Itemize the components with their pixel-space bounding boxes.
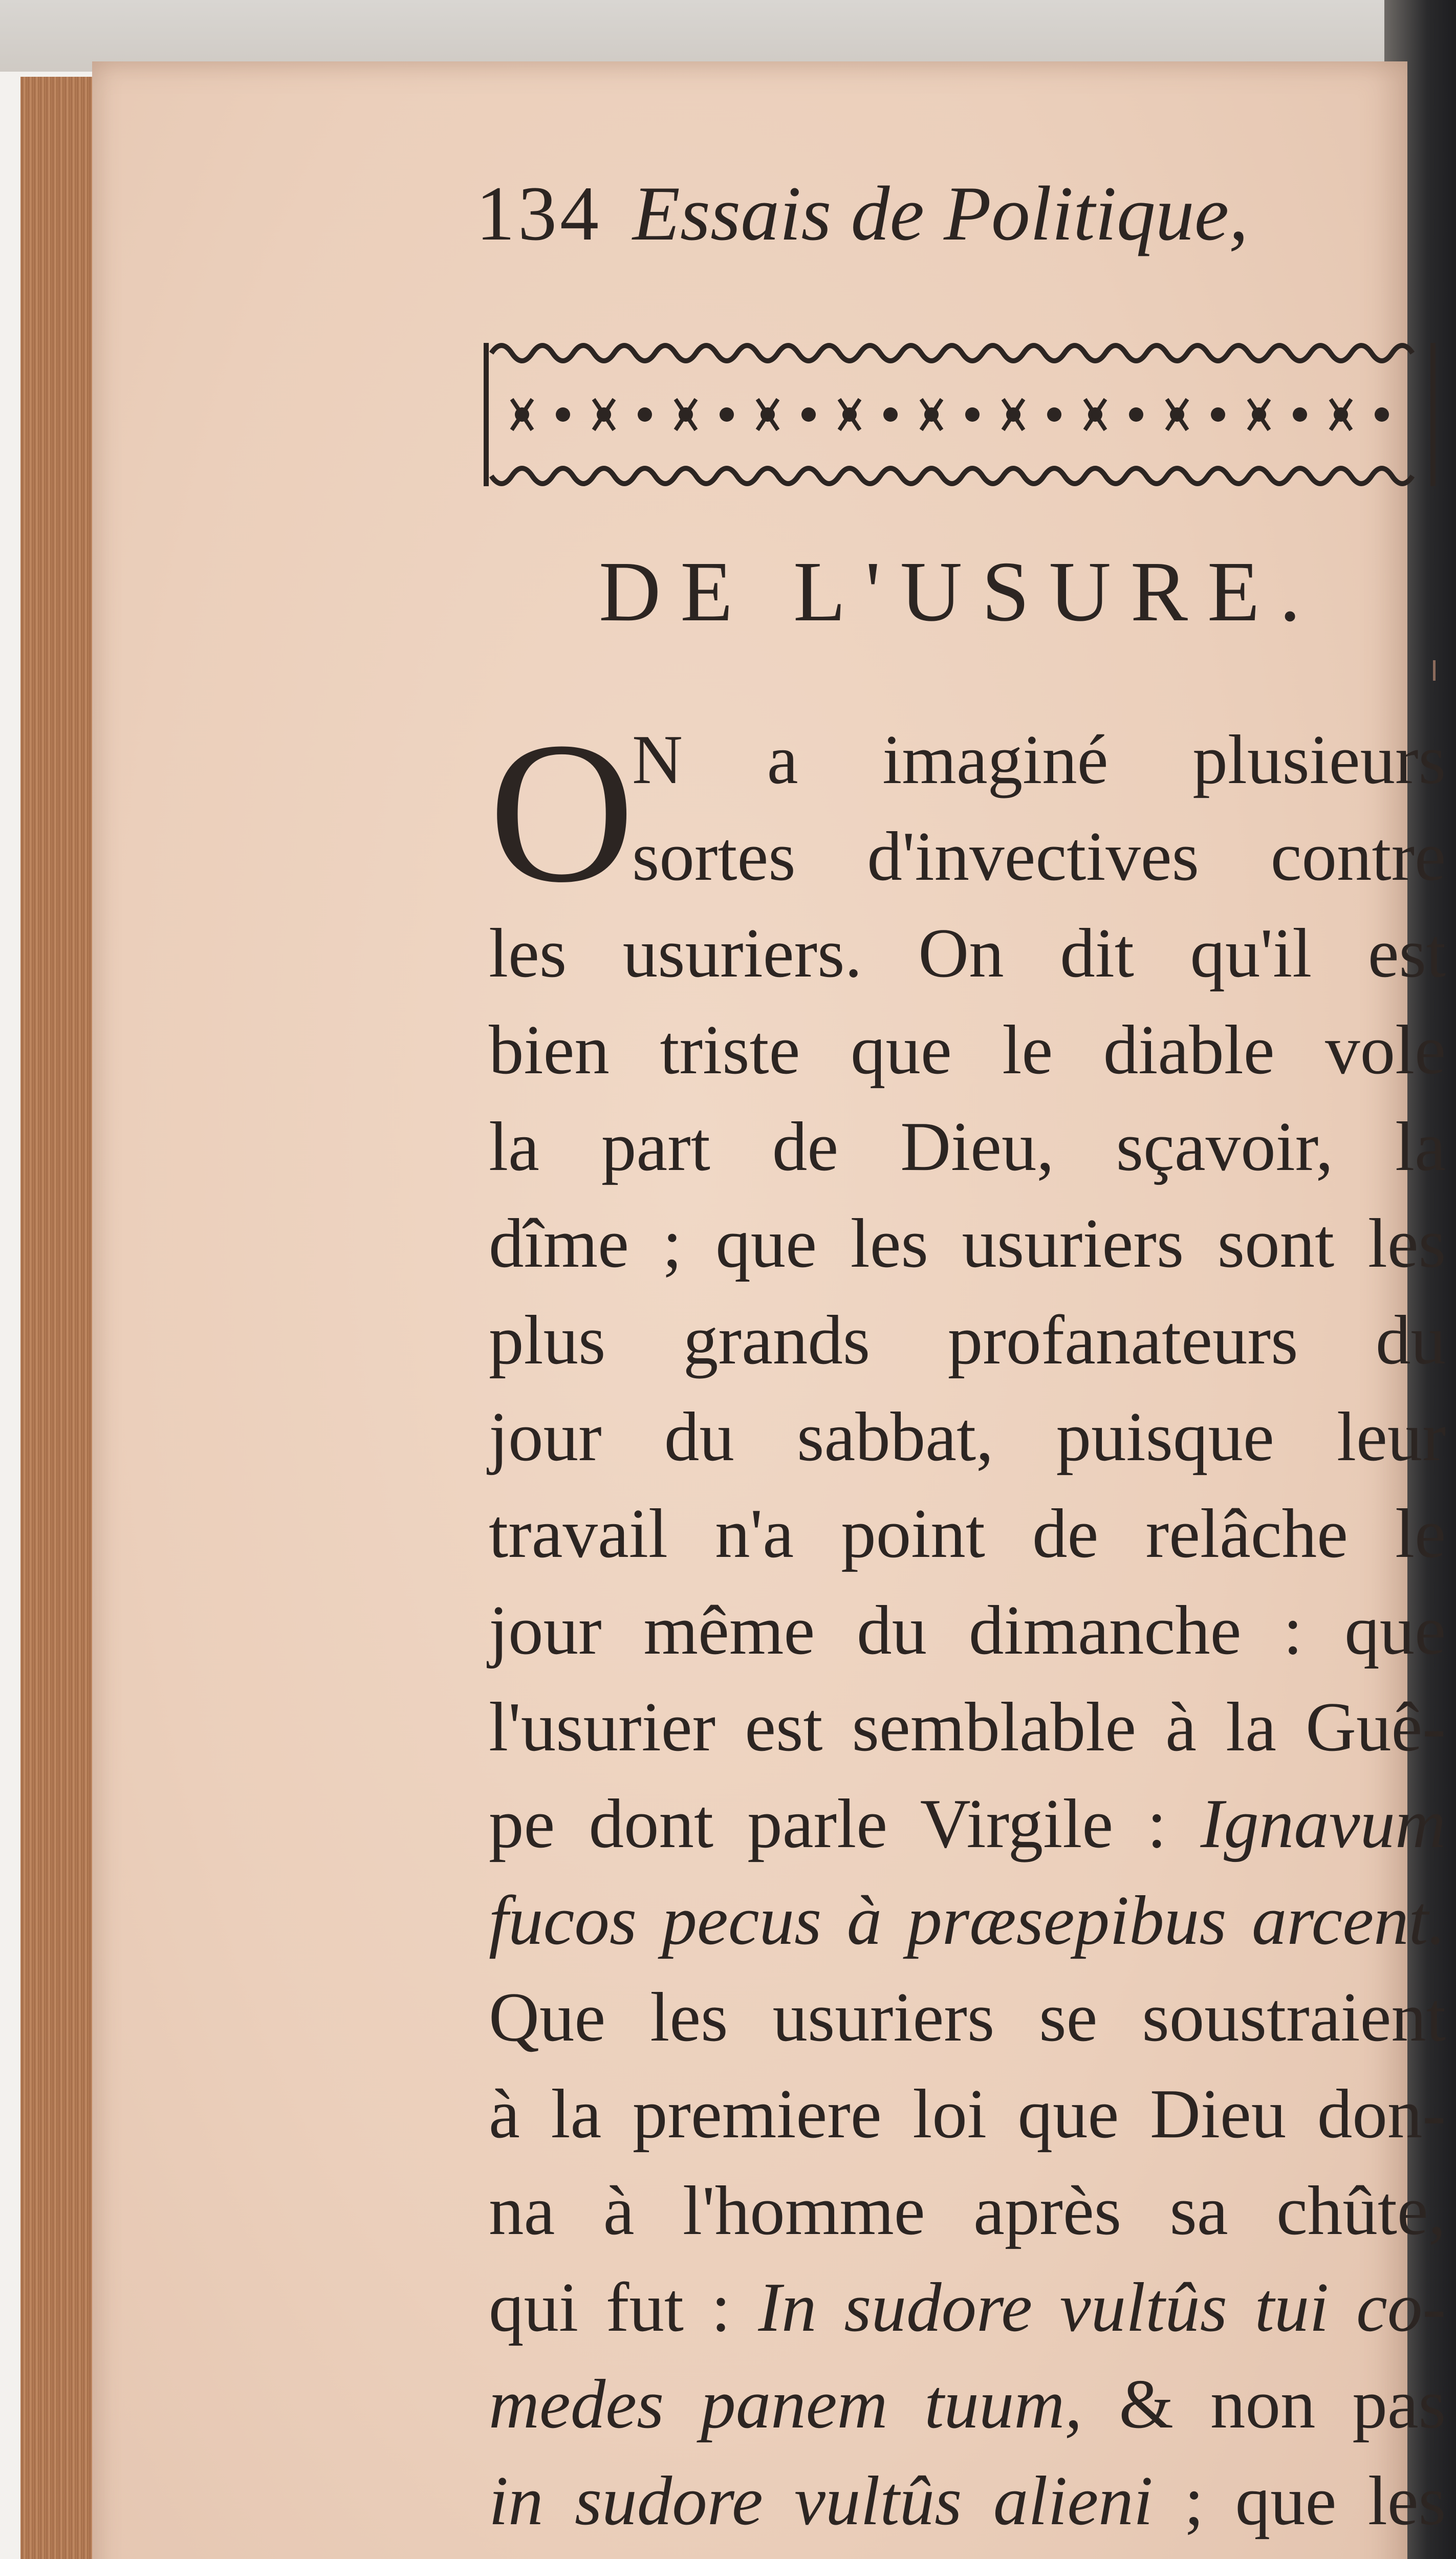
drop-cap: O	[489, 701, 635, 924]
text-line: plus grands profanateurs du	[489, 1301, 1446, 1379]
scanner-background-top	[0, 0, 1456, 72]
body-text	[489, 701, 1446, 2549]
printer-ornament-icon	[481, 333, 1453, 502]
text-line: sortes d'invectives contre	[632, 817, 1446, 895]
text-line: jour du sabbat, puisque leur	[489, 1398, 1446, 1476]
text-segment: pe dont parle Virgile :	[489, 1785, 1167, 1862]
text-line: Que les usuriers se soustraient	[489, 1978, 1446, 2056]
italic-segment: medes panem tuum,	[489, 2365, 1082, 2443]
text-line: l'usurier est semblable à la Guê-	[489, 1688, 1446, 1766]
italic-segment: Ignavum	[1200, 1785, 1446, 1862]
text-line-mixed	[489, 2453, 1446, 2549]
text-line: dîme ; que les usuriers sont les	[489, 1204, 1446, 1282]
margin-mark	[1433, 660, 1446, 681]
text-line-mixed	[489, 2259, 1446, 2356]
text-segment: & non pas	[1119, 2365, 1446, 2443]
text-line-italic: fucos pecus à præsepibus arcent.	[489, 1881, 1446, 1959]
text-segment: qui fut :	[489, 2268, 731, 2346]
text-line: na à l'homme après sa chûte,	[489, 2172, 1446, 2249]
text-segment: ; que les	[1184, 2462, 1446, 2540]
text-line: jour même du dimanche : que	[489, 1591, 1446, 1669]
italic-segment: in sudore vultûs alieni	[489, 2462, 1153, 2540]
text-line: les usuriers. On dit qu'il est	[489, 914, 1446, 992]
text-line: N a imaginé plusieurs	[632, 721, 1446, 798]
italic-segment: In sudore vultûs tui co-	[758, 2268, 1446, 2346]
running-header	[476, 169, 1248, 258]
page-fore-edge	[20, 77, 94, 2559]
text-line: la part de Dieu, sçavoir, la	[489, 1108, 1446, 1185]
text-line-mixed	[489, 2356, 1446, 2453]
page-number: 134	[476, 170, 602, 256]
text-line: bien triste que le diable vole	[489, 1011, 1446, 1089]
text-line-mixed	[489, 1775, 1446, 1872]
running-title: Essais de Politique,	[633, 170, 1249, 256]
chapter-title: DE L'USURE.	[599, 544, 1320, 639]
text-line: à la premiere loi que Dieu don-	[489, 2075, 1446, 2153]
text-line: travail n'a point de relâche le	[489, 1494, 1446, 1572]
